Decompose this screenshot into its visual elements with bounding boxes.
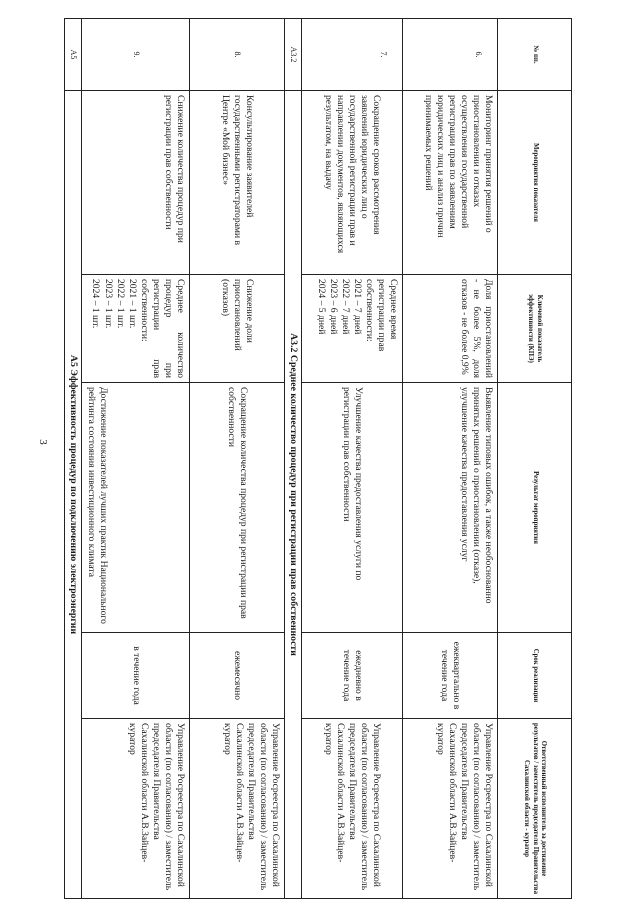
action-plan-table xyxy=(64,18,572,899)
section-row-a32 xyxy=(285,19,302,899)
table-header-row xyxy=(498,19,572,899)
table-row xyxy=(302,19,403,899)
row-responsible: Управление Росреестра по Сахалинской области (по согласованию) / заместитель председателя Правительства Сахалинской области А.В.Зайцев- куратор xyxy=(302,719,403,899)
row-action: Снижение количества процедур при регистрации прав собственности xyxy=(82,91,190,275)
row-kpi: Среднее количество процедур при регистрации прав собственности: 2021 – 1 шт. 2022 – 1 шт. 2023 – 1 шт. 2024 – 1 шт. xyxy=(82,275,190,383)
row-number: 6. xyxy=(403,19,498,91)
row-kpi: Снижение доли приостановлений (отказов) xyxy=(190,275,285,383)
row-action: Консультирование заявителей государственными регистраторами в Центре «Мой бизнес» xyxy=(190,91,285,275)
header-no: № пп. xyxy=(498,19,572,91)
row-action: Мониторинг принятия решений о приостановлении и отказах осуществления государственной регистрации прав по заявлениям юридических лиц и анализ причин принимаемых решений xyxy=(403,91,498,275)
section-title: А3.2 Среднее количество процедур при регистрации прав собственности xyxy=(285,91,302,899)
row-number: 7. xyxy=(302,19,403,91)
section-title: А5 Эффективность процедур по подключению электроэнергии xyxy=(65,91,82,899)
row-term: ежемесячно xyxy=(190,633,285,719)
section-number: А5 xyxy=(65,19,82,91)
table-row xyxy=(82,19,190,899)
header-action: Мероприятия показателя xyxy=(498,91,572,275)
table-row xyxy=(190,19,285,899)
row-result: Выявление типовых ошибок, а также необоснованно принятых решений о приостановлении (отказе), улучшение качества предоставления услуг xyxy=(403,383,498,633)
row-responsible: Управление Росреестра по Сахалинской области (по согласованию) / заместитель председателя Правительства Сахалинской области А.В.Зайцев- куратор xyxy=(190,719,285,899)
row-number: 8. xyxy=(190,19,285,91)
row-result: Сокращение количества процедур при регистрации прав собственности xyxy=(190,383,285,633)
section-row-a5 xyxy=(65,19,82,899)
header-result: Результат мероприятия xyxy=(498,383,572,633)
table-row xyxy=(403,19,498,899)
header-responsible: Ответственный исполнитель за достижение результатов / заместитель председателя Правительства Сахалинской области - куратор xyxy=(498,719,572,899)
row-result: Улучшение качества предоставления услуги по регистрации прав собственности xyxy=(302,383,403,633)
row-responsible: Управление Росреестра по Сахалинской области (по согласованию) / заместитель председателя Правительства Сахалинской области А.В.Зайцев- куратор xyxy=(403,719,498,899)
row-term: ежеквартально в течение года xyxy=(403,633,498,719)
row-responsible: Управление Росреестра по Сахалинской области (по согласованию) / заместитель председателя Правительства Сахалинской области А.В.Зайцев- куратор xyxy=(82,719,190,899)
row-term: в течение года xyxy=(82,633,190,719)
row-result: Достижение показателей лучших практик Национального рейтинга состояния инвестиционного климата xyxy=(82,383,190,633)
row-action: Сокращение сроков рассмотрения заявлений юридических лиц о государственной регистрации прав и направлении документов, являющихся результатом, на выдачу xyxy=(302,91,403,275)
row-kpi: Среднее время регистрации прав собственности: 2021 – 7 дней 2022 – 7 дней 2023 – 6 дней 2024 – 5 дней xyxy=(302,275,403,383)
rotated-table-container xyxy=(68,18,572,898)
section-number: А3.2 xyxy=(285,19,302,91)
row-term: ежедневно в течение года xyxy=(302,633,403,719)
header-kpi: Ключевой показатель эффективности (КПЭ) xyxy=(498,275,572,383)
header-term: Срок реализации xyxy=(498,633,572,719)
row-number: 9. xyxy=(82,19,190,91)
page-number: 3 xyxy=(36,439,49,445)
row-kpi: Доля приостановлений - не более 5%, доля отказов - не более 0,9% xyxy=(403,275,498,383)
